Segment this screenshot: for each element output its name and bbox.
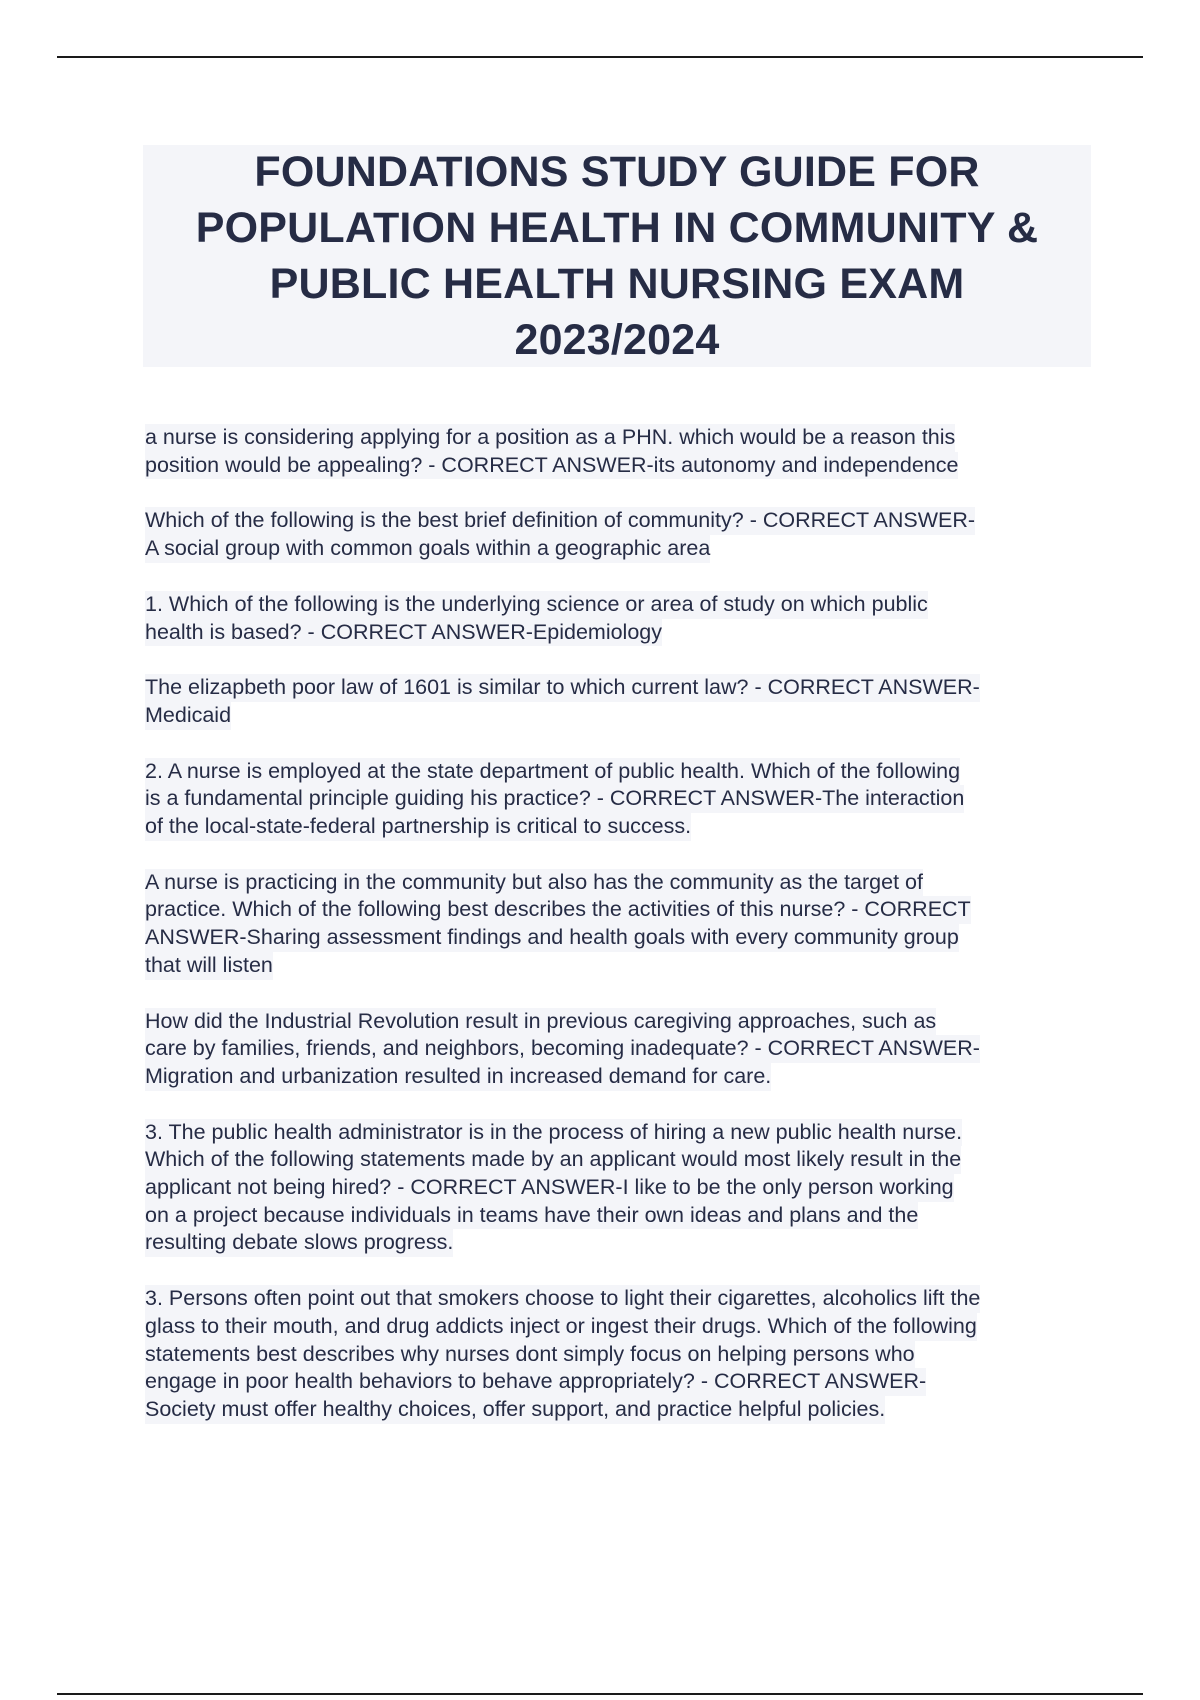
qa-line: Which of the following is the best brief definition of community? - CORRECT ANSWER- [145,507,975,535]
qa-item [145,758,1095,841]
qa-line: position would be appealing? - CORRECT ANSWER-its autonomy and independence [145,452,958,480]
qa-item [145,424,1095,479]
qa-item [145,869,1095,980]
qa-item [145,507,1095,562]
title-line: FOUNDATIONS STUDY GUIDE FOR [254,148,980,196]
qa-line: statements best describes why nurses dont simply focus on helping persons who [145,1341,915,1369]
qa-line: applicant not being hired? - CORRECT ANSWER-I like to be the only person working [145,1174,954,1202]
qa-line: a nurse is considering applying for a position as a PHN. which would be a reason this [145,424,955,452]
qa-item [145,674,1095,729]
qa-line: The elizapbeth poor law of 1601 is similar to which current law? - CORRECT ANSWER- [145,674,980,702]
qa-line: care by families, friends, and neighbors, becoming inadequate? - CORRECT ANSWER- [145,1035,980,1063]
qa-line: 3. The public health administrator is in the process of hiring a new public health nurse. [145,1119,962,1147]
title-line: POPULATION HEALTH IN COMMUNITY & [195,204,1039,252]
qa-line: is a fundamental principle guiding his practice? - CORRECT ANSWER-The interaction [145,785,964,813]
qa-line: that will listen [145,952,273,980]
qa-item [145,1008,1095,1091]
qa-item [145,1285,1095,1424]
qa-line: health is based? - CORRECT ANSWER-Epidemiology [145,619,662,647]
qa-line: A social group with common goals within a geographic area [145,535,710,563]
title-line: 2023/2024 [514,316,720,364]
bottom-rule [57,1693,1143,1695]
title-line: PUBLIC HEALTH NURSING EXAM [269,260,965,308]
top-rule [57,56,1143,58]
qa-line: A nurse is practicing in the community but also has the community as the target of [145,869,923,897]
title-block [143,145,1091,367]
qa-line: Which of the following statements made by an applicant would most likely result in the [145,1146,961,1174]
qa-line: ANSWER-Sharing assessment findings and health goals with every community group [145,924,959,952]
qa-line: on a project because individuals in teams have their own ideas and plans and the [145,1202,918,1230]
qa-line: Migration and urbanization resulted in increased demand for care. [145,1063,771,1091]
qa-line: resulting debate slows progress. [145,1229,453,1257]
document-title [196,144,1039,368]
qa-line: Medicaid [145,702,231,730]
qa-item [145,1119,1095,1258]
qa-line: of the local-state-federal partnership is critical to success. [145,813,691,841]
qa-line: 3. Persons often point out that smokers choose to light their cigarettes, alcoholics lift the [145,1285,980,1313]
qa-line: practice. Which of the following best describes the activities of this nurse? - CORRECT [145,896,971,924]
qa-line: 2. A nurse is employed at the state department of public health. Which of the following [145,758,960,786]
qa-line: glass to their mouth, and drug addicts inject or ingest their drugs. Which of the following [145,1313,977,1341]
qa-list [145,424,1095,1452]
qa-line: 1. Which of the following is the underlying science or area of study on which public [145,591,928,619]
qa-item [145,591,1095,646]
qa-line: Society must offer healthy choices, offer support, and practice helpful policies. [145,1396,885,1424]
qa-line: How did the Industrial Revolution result in previous caregiving approaches, such as [145,1008,936,1036]
qa-line: engage in poor health behaviors to behave appropriately? - CORRECT ANSWER- [145,1368,926,1396]
